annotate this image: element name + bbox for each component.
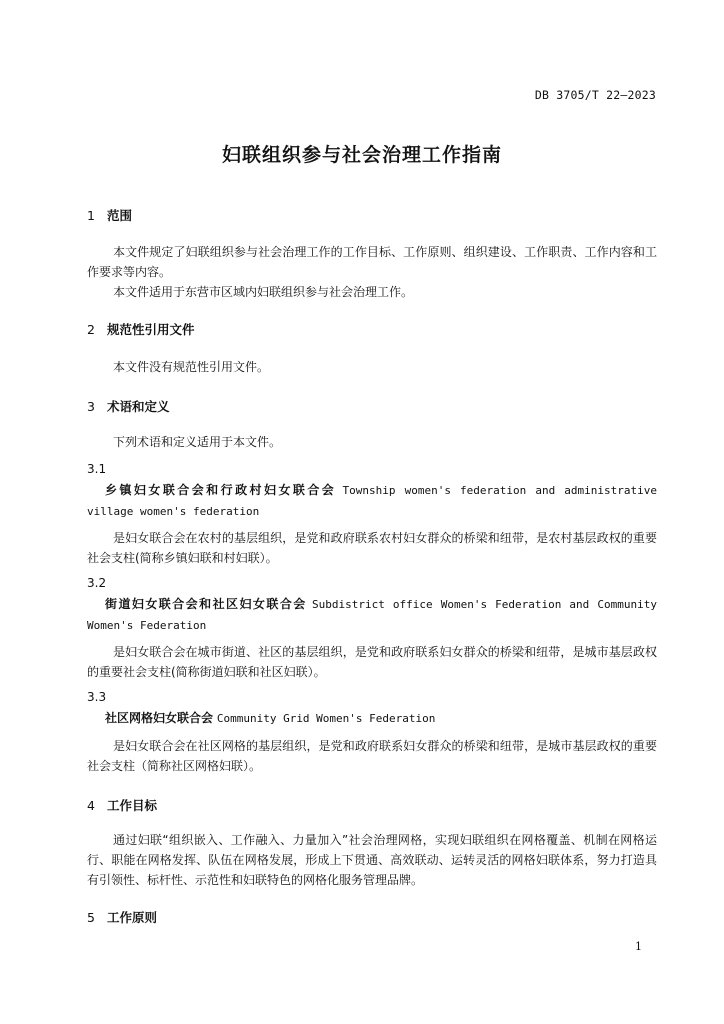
section-number: 1 [87, 208, 95, 223]
term-chinese: 街道妇女联合会和社区妇女联合会 [105, 597, 307, 611]
term-number: 3.2 [87, 576, 107, 590]
term-entry [87, 708, 657, 729]
term-entry [87, 480, 657, 522]
paragraph: 通过妇联“组织嵌入、工作融入、力量加入”社会治理网格，实现妇联组织在网格覆盖、机制在网格运行、职能在网格发挥、队伍在网格发展，形成上下贯通、高效联动、运转灵活的网格妇联体系，努力打造具有引领性、标杆性、示范性和妇联特色的网格化服务管理品牌。 [87, 833, 657, 887]
term-english: Township women's federation and administrative village women's federation [87, 484, 657, 518]
section-title: 术语和定义 [107, 399, 170, 414]
section-number: 4 [87, 798, 95, 813]
term-entry [87, 594, 657, 636]
term-definition: 是妇女联合会在城市街道、社区的基层组织，是党和政府联系妇女群众的桥梁和纽带，是城市基层政权的重要社会支柱(简称街道妇联和社区妇联）。 [87, 645, 657, 679]
paragraph: 本文件没有规范性引用文件。 [113, 360, 270, 374]
section-2-heading [87, 320, 195, 338]
section-number: 2 [87, 322, 95, 337]
doc-code: DB 3705/T 22—2023 [534, 88, 656, 102]
paragraph: 本文件适用于东营市区域内妇联组织参与社会治理工作。 [113, 285, 414, 299]
section-number: 5 [87, 910, 95, 925]
paragraph: 下列术语和定义适用于本文件。 [113, 435, 282, 449]
section-1-heading [87, 206, 132, 224]
term-english: Subdistrict office Women's Federation and Community Women's Federation [87, 598, 657, 632]
term-chinese: 社区网格妇女联合会 [105, 711, 214, 725]
page-title: 妇联组织参与社会治理工作指南 [221, 144, 502, 166]
term-definition: 是妇女联合会在社区网格的基层组织，是党和政府联系妇女群众的桥梁和纽带，是城市基层政权的重要社会支柱（简称社区网格妇联）。 [87, 739, 657, 773]
section-title: 规范性引用文件 [107, 322, 195, 337]
paragraph: 本文件规定了妇联组织参与社会治理工作的工作目标、工作原则、组织建设、工作职责、工作内容和工作要求等内容。 [87, 245, 657, 279]
term-number: 3.1 [87, 462, 107, 476]
term-english: Community Grid Women's Federation [216, 712, 436, 725]
section-4-heading [87, 796, 157, 814]
term-number: 3.3 [87, 690, 107, 704]
page-number: 1 [635, 940, 642, 953]
term-definition: 是妇女联合会在农村的基层组织，是党和政府联系农村妇女群众的桥梁和纽带，是农村基层政权的重要社会支柱(简称乡镇妇联和村妇联）。 [87, 531, 657, 565]
section-5-heading [87, 908, 157, 926]
section-title: 范围 [107, 208, 133, 223]
section-title: 工作原则 [107, 910, 158, 925]
term-chinese: 乡镇妇女联合会和行政村妇女联合会 [105, 483, 337, 497]
section-title: 工作目标 [107, 798, 158, 813]
section-3-heading [87, 397, 170, 415]
section-number: 3 [87, 399, 95, 414]
